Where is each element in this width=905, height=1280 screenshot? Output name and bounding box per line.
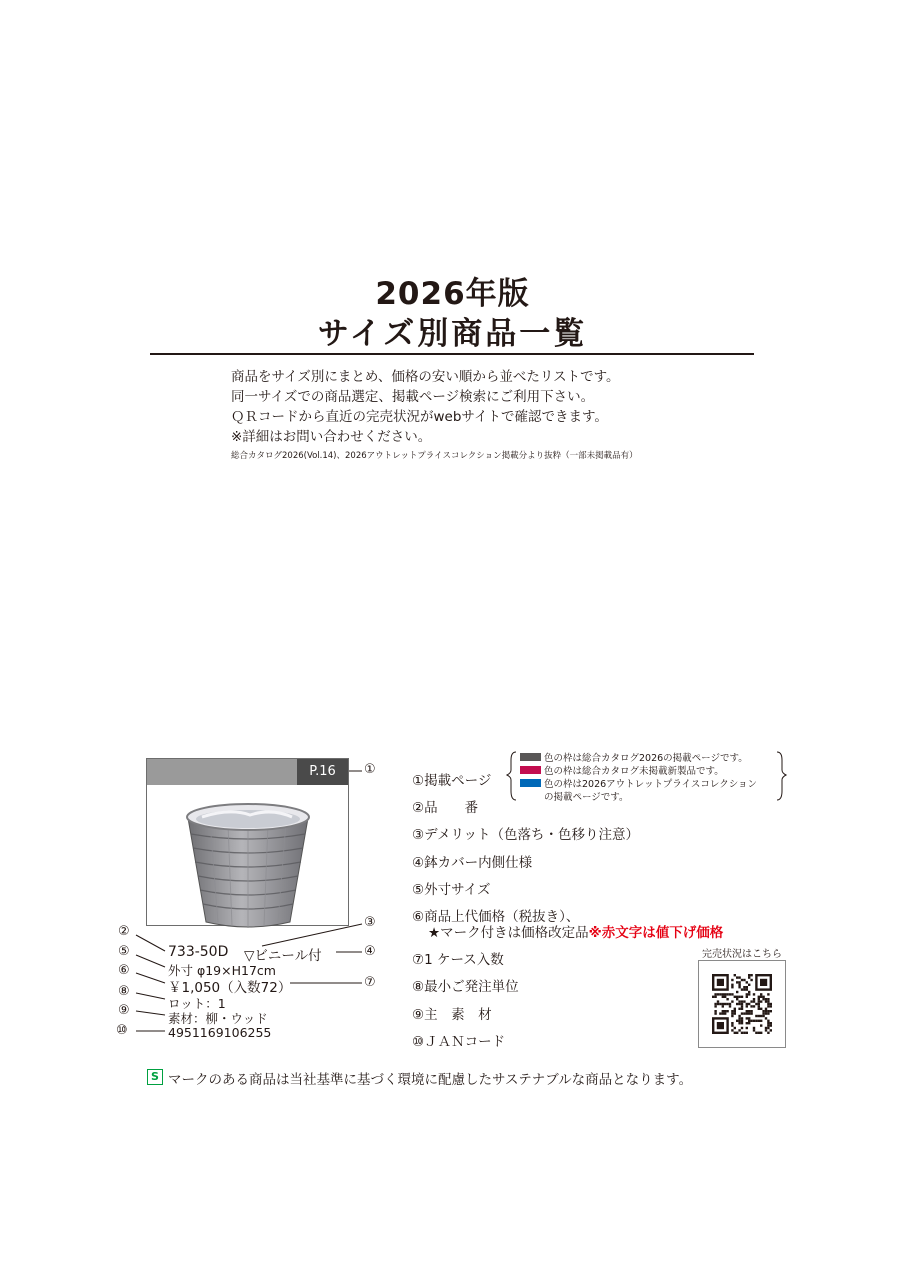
page-tag: P.16 [297, 759, 348, 785]
min-lot: ロット：1 [168, 996, 226, 1011]
intro-line-3: ＱＲコードから直近の完売状況がwebサイトで確認できます。 [231, 409, 608, 425]
source-note: 総合カタログ2026(Vol.14)、2026アウトレットプライスコレクション掲載分より抜粋（一部未掲載品有） [231, 451, 638, 461]
outer-size: 外寸 φ19×H17cm [168, 963, 276, 978]
inner-spec: ▽ビニール付 [244, 948, 322, 964]
jan-code: 4951169106255 [168, 1025, 272, 1040]
legend-item-4: ④鉢カバー内側仕様 [412, 855, 533, 871]
callout-5: ⑤ [118, 944, 130, 959]
legend-item-1: ①掲載ページ [412, 773, 492, 789]
page-color-note-3: 色の枠は2026アウトレットプライスコレクション [544, 779, 758, 790]
callout-3: ③ [364, 915, 376, 930]
title-year: 2026年版 [375, 276, 530, 312]
item-number: 733-50D [168, 944, 229, 960]
callout-1: ① [364, 762, 376, 777]
callout-10: ⑩ [116, 1023, 128, 1038]
legend-item-5: ⑤外寸サイズ [412, 882, 491, 898]
swatch-new-product [520, 766, 541, 774]
legend-item-3: ③デメリット（色落ち・色移り注意） [412, 827, 640, 843]
qr-code-icon[interactable] [699, 961, 784, 1046]
sustainable-badge: S [147, 1069, 163, 1085]
callout-7: ⑦ [364, 975, 376, 990]
callout-6: ⑥ [118, 963, 130, 978]
intro-line-4: ※詳細はお問い合わせください。 [231, 429, 432, 445]
page-color-note-1: 色の枠は総合カタログ2026の掲載ページです。 [544, 753, 748, 764]
legend-item-8: ⑧最小ご発注単位 [412, 979, 519, 995]
legend-item-9: ⑨主 素 材 [412, 1007, 492, 1023]
callout-9: ⑨ [118, 1003, 130, 1018]
page-color-note-3b: の掲載ページです。 [544, 792, 629, 803]
page-color-note-2: 色の枠は総合カタログ未掲載新製品です。 [544, 766, 724, 777]
legend-item-2: ②品 番 [412, 800, 479, 816]
price-note-black: ★マーク付きは価格改定品 [428, 925, 589, 941]
qr-frame[interactable] [698, 960, 786, 1048]
legend-item-7: ⑦1 ケース入数 [412, 952, 504, 968]
swatch-catalog [520, 753, 541, 761]
page-title: サイズ別商品一覧 [317, 316, 588, 352]
price-note-red: ※赤文字は値下げ価格 [588, 925, 724, 941]
legend-item-10: ⑩ＪＡＮコード [412, 1034, 506, 1050]
intro-line-2: 同一サイズでの商品選定、掲載ページ検索にご利用下さい。 [231, 389, 595, 405]
callout-4: ④ [364, 944, 376, 959]
intro-line-1: 商品をサイズ別にまとめ、価格の安い順から並べたリストです。 [231, 369, 620, 385]
retail-price: ￥1,050（入数72） [168, 980, 292, 996]
legend-item-6: ⑥商品上代価格（税抜き）、 [412, 909, 580, 925]
swatch-outlet [520, 779, 541, 787]
price-note [428, 921, 723, 941]
sustainable-note: マークのある商品は当社基準に基づく環境に配慮したサステナブルな商品となります。 [168, 1072, 693, 1088]
qr-label: 完売状況はこちら [702, 949, 782, 960]
callout-8: ⑧ [118, 984, 130, 999]
callout-2: ② [118, 924, 130, 939]
material: 素材：柳・ウッド [168, 1011, 268, 1026]
